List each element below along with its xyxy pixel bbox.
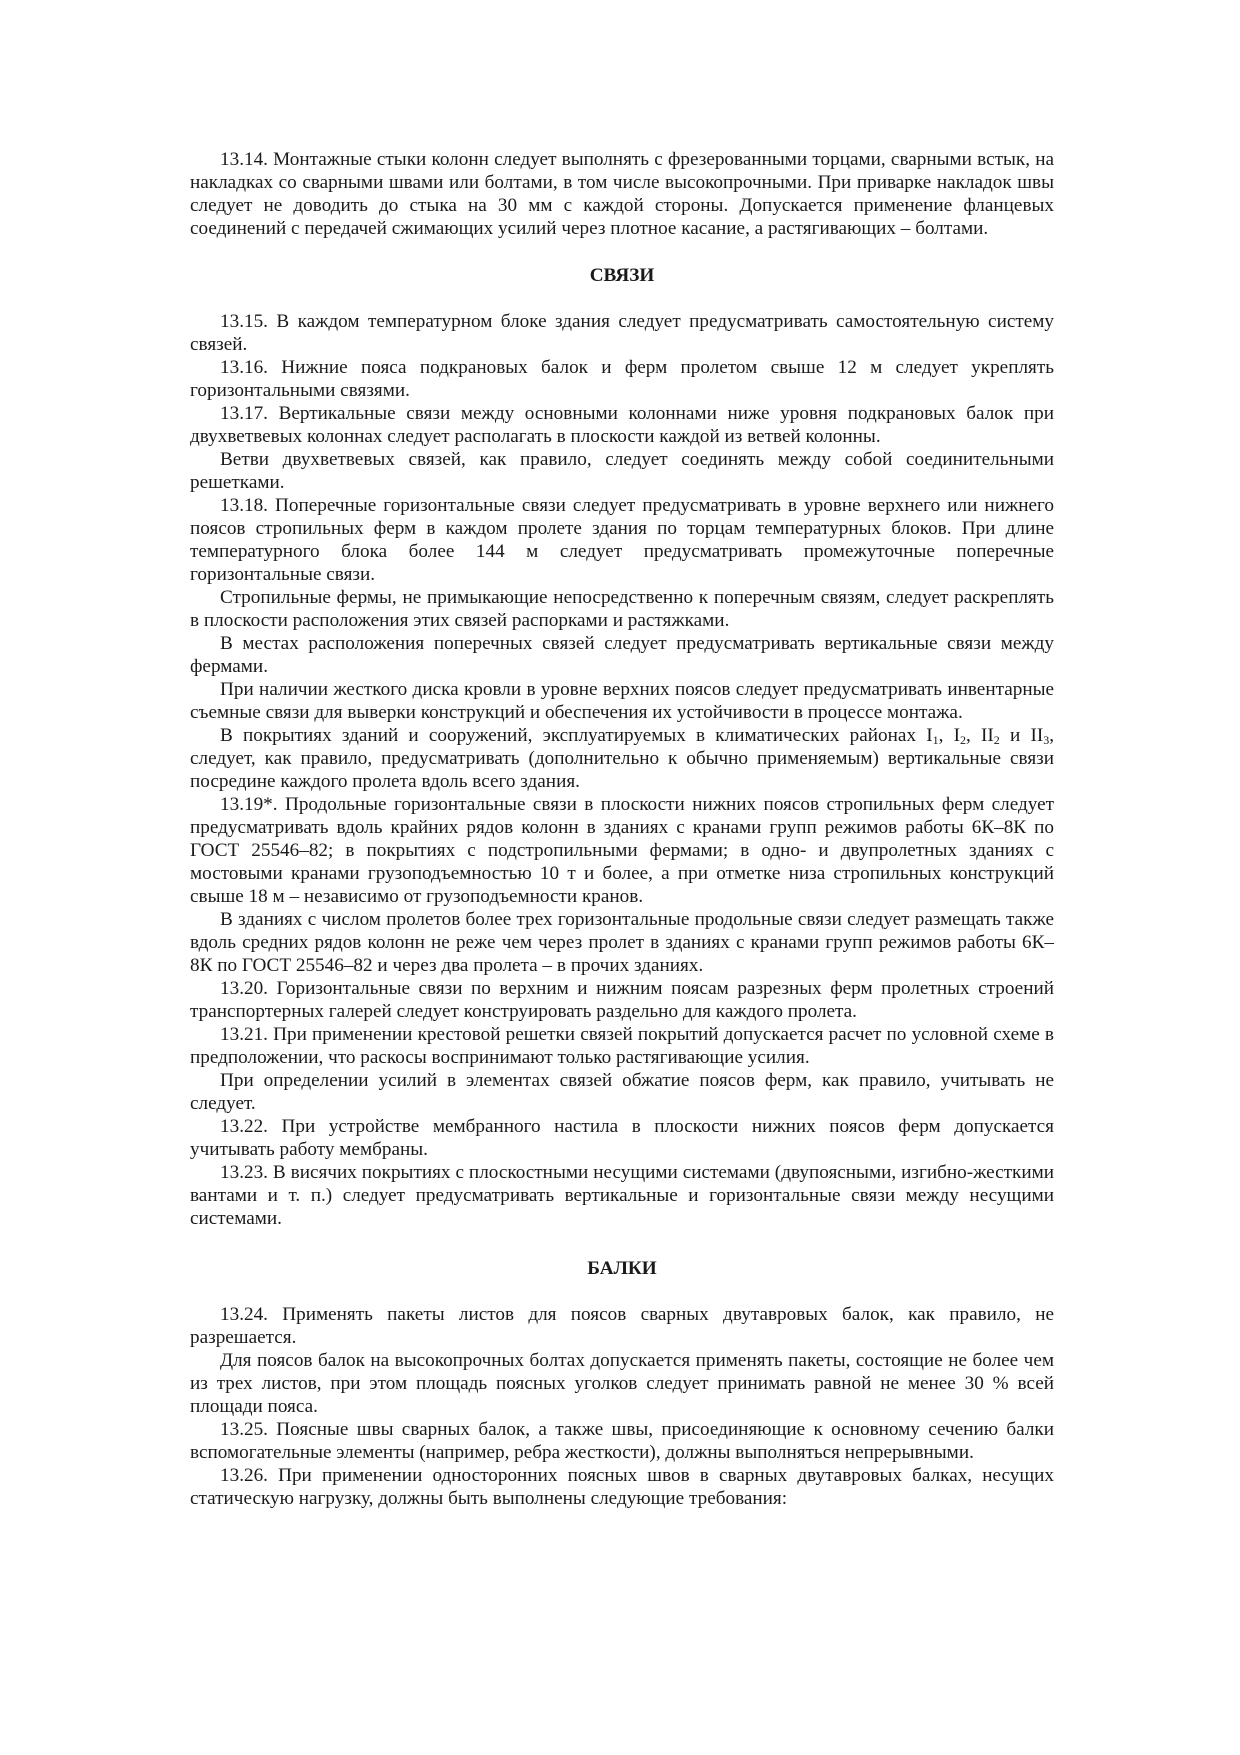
paragraph-13-26: 13.26. При применении односторонних поясных швов в сварных двутавровых балках, несущих статическую нагрузку, должны быть выполнены следующие требования: <box>190 1465 1054 1509</box>
paragraph-13-24-bolts: Для поясов балок на высокопрочных болтах допускается применять пакеты, состоящие не более чем из трех листов, при этом площадь поясных уголков следует принимать равной не менее 30 % всей площади пояса. <box>190 1350 1054 1417</box>
paragraph-13-18-climate <box>190 724 1054 793</box>
paragraph-13-21: 13.21. При применении крестовой решетки связей покрытий допускается расчет по условной схеме в предположении, что раскосы воспринимают только растягивающие усилия. <box>190 1024 1054 1068</box>
climate-text-start: В покрытиях зданий и сооружений, эксплуатируемых в климатических районах I <box>220 725 933 746</box>
paragraph-13-25: 13.25. Поясные швы сварных балок, а также швы, присоединяющие к основному сечению балки вспомогательные элементы (например, ребра жесткости), должны выполняться непрерывными. <box>190 1419 1054 1463</box>
document-page <box>190 148 1054 1510</box>
section-heading-svyazi: СВЯЗИ <box>589 265 655 286</box>
paragraph-13-19: 13.19*. Продольные горизонтальные связи в плоскости нижних поясов стропильных ферм следует предусматривать вдоль крайних рядов колонн в зданиях с кранами групп режимов работы 6К–8К по ГОСТ 25546–82; в покрытиях с подстропильными фермами; в одно- и двупролетных зданиях с мостовыми кранами грузоподъемностью 10 т и более, а при отметке низа стропильных конструкций свыше 18 м – независимо от грузоподъемности кранов. <box>190 794 1054 907</box>
paragraph-13-22: 13.22. При устройстве мембранного настила в плоскости нижних поясов ферм допускается учитывать работу мембраны. <box>190 1116 1054 1160</box>
paragraph-13-19-multispan: В зданиях с числом пролетов более трех горизонтальные продольные связи следует размещать также вдоль средних рядов колонн не реже чем через пролет в зданиях с кранами групп режимов работы 6К–8К по ГОСТ 25546–82 и через два пролета – в прочих зданиях. <box>190 909 1054 976</box>
paragraph-13-17: 13.17. Вертикальные связи между основными колоннами ниже уровня подкрановых балок при двухветвевых колоннах следует располагать в плоскости каждой из ветвей колонны. <box>190 403 1054 447</box>
climate-text-end: , следует, как правило, предусматривать (дополнительно к обычно применяемым) вертикальные связи посредине каждого пролета вдоль всего здания. <box>190 725 1055 792</box>
climate-subscript-2: 2 <box>960 733 967 747</box>
paragraph-13-20: 13.20. Горизонтальные связи по верхним и нижним поясам разрезных ферм пролетных строений транспортерных галерей следует конструировать раздельно для каждого пролета. <box>190 978 1054 1022</box>
section-heading-balki: БАЛКИ <box>587 1258 657 1279</box>
climate-separator-1: , I <box>938 725 961 746</box>
climate-separator-3: и II <box>999 725 1044 746</box>
paragraph-13-18-trusses: Стропильные фермы, не примыкающие непосредственно к поперечным связям, следует раскреплять в плоскости расположения этих связей распорками и растяжками. <box>190 587 1054 631</box>
climate-subscript-3: 2 <box>993 733 1000 747</box>
climate-separator-2: , II <box>966 725 994 746</box>
paragraph-13-16: 13.16. Нижние пояса подкрановых балок и ферм пролетом свыше 12 м следует укреплять горизонтальными связями. <box>190 357 1054 401</box>
climate-subscript-4: 3 <box>1043 733 1050 747</box>
paragraph-13-18-roof-disk: При наличии жесткого диска кровли в уровне верхних поясов следует предусматривать инвентарные съемные связи для выверки конструкций и обеспечения их устойчивости в процессе монтажа. <box>190 679 1054 723</box>
climate-subscript-1: 1 <box>932 733 939 747</box>
paragraph-13-18: 13.18. Поперечные горизонтальные связи следует предусматривать в уровне верхнего или нижнего поясов стропильных ферм в каждом пролете здания по торцам температурных блоков. При длине температурного блока более 144 м следует предусматривать промежуточные поперечные горизонтальные связи. <box>190 495 1054 585</box>
paragraph-13-21-forces: При определении усилий в элементах связей обжатие поясов ферм, как правило, учитывать не следует. <box>190 1070 1054 1114</box>
paragraph-13-15: 13.15. В каждом температурном блоке здания следует предусматривать самостоятельную систему связей. <box>190 311 1054 355</box>
paragraph-13-18-vertical: В местах расположения поперечных связей следует предусматривать вертикальные связи между фермами. <box>190 633 1054 677</box>
paragraph-13-23: 13.23. В висячих покрытиях с плоскостными несущими системами (двупоясными, изгибно-жесткими вантами и т. п.) следует предусматривать вертикальные и горизонтальные связи между несущими системами. <box>190 1162 1054 1229</box>
paragraph-13-24: 13.24. Применять пакеты листов для поясов сварных двутавровых балок, как правило, не разрешается. <box>190 1304 1054 1348</box>
paragraph-13-17-branches: Ветви двухветвевых связей, как правило, следует соединять между собой соединительными решетками. <box>190 449 1054 493</box>
paragraph-13-14: 13.14. Монтажные стыки колонн следует выполнять с фрезерованными торцами, сварными встык, на накладках со сварными швами или болтами, в том числе высокопрочными. При приварке накладок швы следует не доводить до стыка на 30 мм с каждой стороны. Допускается применение фланцевых соединений с передачей сжимающих усилий через плотное касание, а растягивающих – болтами. <box>190 149 1054 239</box>
